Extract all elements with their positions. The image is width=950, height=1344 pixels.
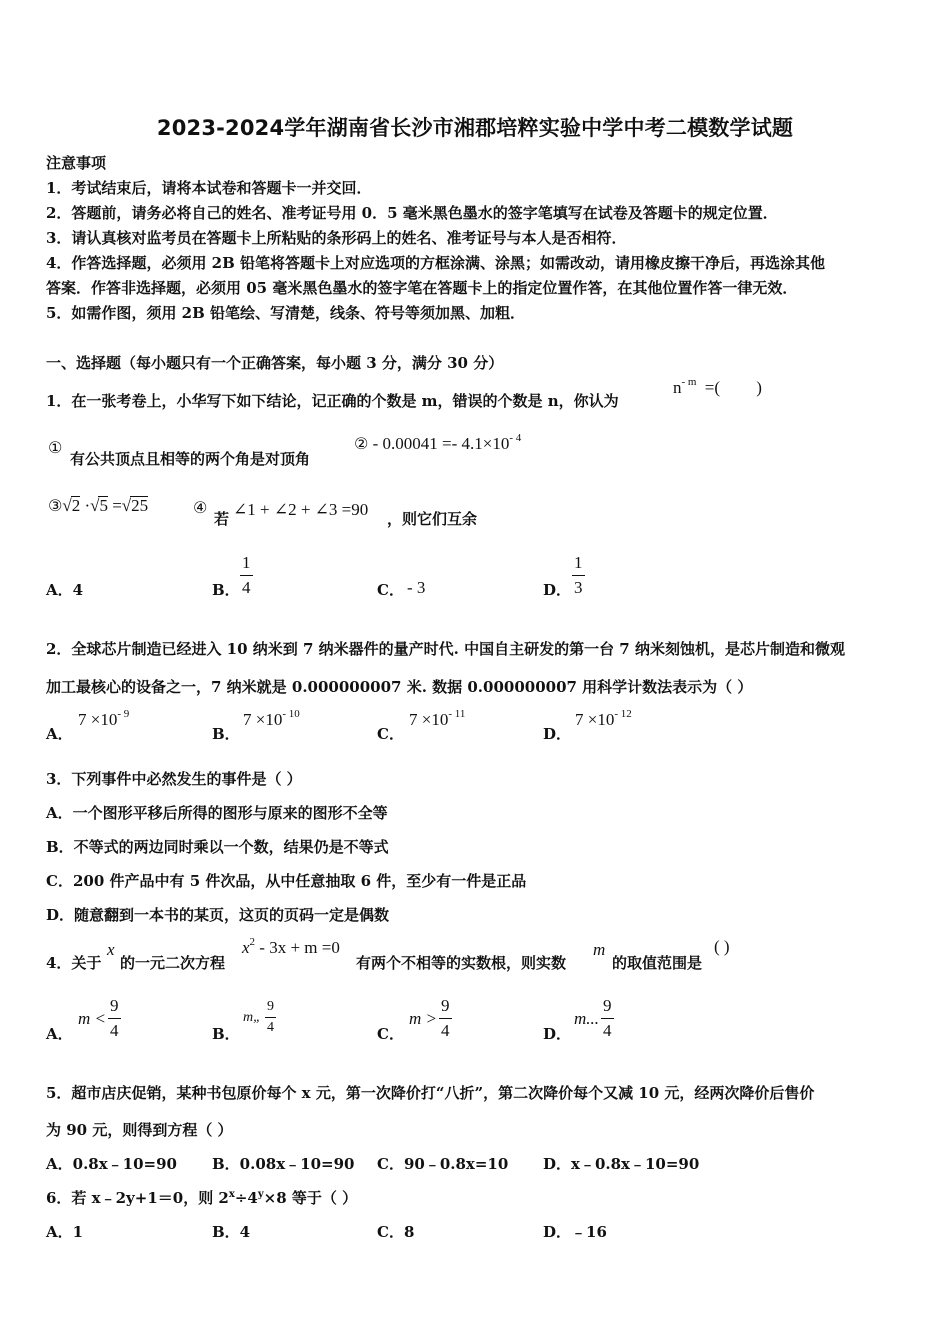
q1-statement-1: 有公共顶点且相等的两个角是对顶角 bbox=[70, 450, 311, 468]
q1-statement-1-mark: ① bbox=[48, 438, 63, 457]
q1-statement-4-post: ，则它们互余 bbox=[387, 510, 478, 528]
q1-expr-close: ) bbox=[756, 378, 762, 397]
q1-s3-radicand-3: 25 bbox=[131, 496, 149, 515]
q2-a-value bbox=[78, 710, 129, 730]
q4-b-pre bbox=[243, 1010, 261, 1026]
q1-stem: 1．在一张考卷上，小华写下如下结论，记正确的个数是 m，错误的个数是 n，你认为 bbox=[46, 392, 619, 410]
q3-option-a: A．一个图形平移后所得的图形与原来的图形不全等 bbox=[46, 804, 388, 822]
q1-b-label: B． bbox=[212, 581, 240, 599]
q1-statement-4-mark: ④ bbox=[193, 498, 208, 517]
q3-option-d: D．随意翻到一本书的某页，这页的页码一定是偶数 bbox=[46, 906, 390, 924]
q1-expr-exp: - m bbox=[681, 376, 697, 388]
q1-s3-radicand-1: 2 bbox=[71, 496, 81, 515]
q6-exp-x: x bbox=[228, 1189, 235, 1200]
q6-option-d: D．﹣16 bbox=[543, 1223, 607, 1241]
q2-d-exp: - 12 bbox=[614, 708, 632, 720]
q4-d-denominator: 4 bbox=[603, 1021, 612, 1040]
q4-b-fraction bbox=[265, 999, 276, 1036]
q4-mid: 的一元二次方程 bbox=[120, 954, 226, 972]
q4-pre: 4．关于 bbox=[46, 954, 102, 972]
q2-b-value bbox=[243, 710, 300, 730]
q2-d-base: 7 ×10 bbox=[575, 710, 615, 729]
q2-a-exp: - 9 bbox=[117, 708, 130, 720]
sqrt-icon: √ bbox=[62, 496, 72, 515]
q6-post: ×8 等于（ ） bbox=[263, 1189, 358, 1207]
q2-d-value bbox=[575, 710, 632, 730]
fraction-bar bbox=[439, 1018, 452, 1019]
exam-title: 2023-2024学年湖南省长沙市湘郡培粹实验中学中考二模数学试题 bbox=[156, 116, 794, 140]
q4-d-pre bbox=[574, 1009, 599, 1029]
q2-b-exp: - 10 bbox=[282, 708, 300, 720]
q1-d-label: D． bbox=[543, 581, 572, 599]
q1-c-value: - 3 bbox=[407, 578, 426, 597]
q4-b-label: B． bbox=[212, 1025, 240, 1043]
fraction-bar bbox=[265, 1017, 276, 1018]
q2-a-label: A． bbox=[46, 725, 73, 743]
q2-d-label: D． bbox=[543, 725, 572, 743]
q1-d-numerator: 1 bbox=[574, 553, 583, 572]
notice-item-4-cont: 答案．作答非选择题，必须用 05 毫米黑色墨水的签字笔在答题卡上的指定位置作答，在其他位置作答一律无效． bbox=[46, 279, 798, 297]
q5-option-b: B．0.08x﹣10=90 bbox=[212, 1155, 355, 1173]
q2-a-base: 7 ×10 bbox=[78, 710, 118, 729]
sqrt-icon: √ bbox=[121, 496, 132, 515]
q1-statement-3-mark: ③ bbox=[48, 496, 63, 515]
q6-option-c: C．8 bbox=[377, 1223, 415, 1241]
q4-d-fraction bbox=[601, 996, 614, 1041]
q1-statement-4-pre: 若 bbox=[214, 510, 230, 528]
q5-option-c: C．90﹣0.8x=10 bbox=[377, 1155, 509, 1173]
q4-d-label: D． bbox=[543, 1025, 572, 1043]
q1-a-value: 4 bbox=[72, 581, 84, 599]
q6-pre: 6．若 x﹣2y+1＝0，则 2 bbox=[46, 1189, 229, 1207]
q4-mid-2: 有两个不相等的实数根，则实数 bbox=[356, 954, 567, 972]
q4-d-pre-text: m... bbox=[574, 1009, 600, 1028]
q6-stem bbox=[46, 1187, 357, 1208]
fraction-bar bbox=[572, 575, 585, 576]
q4-a-pre bbox=[78, 1009, 106, 1029]
q4-answer-paren: ( ) bbox=[714, 937, 730, 956]
q1-b-denominator: 4 bbox=[242, 578, 251, 597]
q6-option-b: B．4 bbox=[212, 1223, 251, 1241]
q1-c-label: C． bbox=[377, 581, 404, 599]
q1-option-a bbox=[46, 579, 83, 600]
q5-option-d: D．x﹣0.8x﹣10=90 bbox=[543, 1155, 700, 1173]
q1-statement-2-exp: - 4 bbox=[509, 432, 522, 444]
q4-b-denominator: 4 bbox=[267, 1020, 274, 1035]
q4-eq-b: - 3x + m =0 bbox=[259, 938, 340, 957]
q5-line-1: 5．超市店庆促销，某种书包原价每个 x 元，第一次降价打“八折”，第二次降价每个又减 10 元，经两次降价后售价 bbox=[46, 1084, 815, 1102]
q4-c-pre bbox=[409, 1009, 437, 1029]
notice-heading: 注意事项 bbox=[46, 154, 107, 172]
q2-c-label: C． bbox=[377, 725, 404, 743]
q4-var-x bbox=[107, 940, 115, 960]
notice-item-5: 5．如需作图，须用 2B 铅笔绘、写清楚，线条、符号等须加黑、加粗． bbox=[46, 304, 525, 322]
q6-option-a: A．1 bbox=[46, 1223, 84, 1241]
q6-exp-y: y bbox=[257, 1189, 264, 1200]
q5-line-2: 为 90 元，则得到方程（ ） bbox=[46, 1121, 233, 1139]
q4-c-fraction bbox=[439, 996, 452, 1041]
q1-d-denominator: 3 bbox=[574, 578, 583, 597]
q1-b-fraction bbox=[240, 553, 253, 598]
q4-var-m-text: m bbox=[593, 940, 606, 959]
q4-a-pre-text: m < bbox=[78, 1009, 106, 1028]
q1-statement-3 bbox=[48, 496, 148, 516]
q1-a-label: A． bbox=[46, 581, 73, 599]
q6-mid: ÷4 bbox=[234, 1189, 258, 1207]
q2-b-label: B． bbox=[212, 725, 240, 743]
notice-item-1: 1．考试结束后，请将本试卷和答题卡一并交回． bbox=[46, 179, 372, 197]
fraction-bar bbox=[601, 1018, 614, 1019]
q4-eq-exp: 2 bbox=[249, 936, 256, 948]
q1-s3-radicand-2: 5 bbox=[99, 496, 108, 515]
q1-s3-dot: · bbox=[84, 496, 91, 515]
notice-item-3: 3．请认真核对监考员在答题卡上所粘贴的条形码上的姓名、准考证号与本人是否相符． bbox=[46, 229, 627, 247]
q1-statement-2 bbox=[354, 434, 521, 454]
q2-c-value bbox=[409, 710, 465, 730]
q2-b-base: 7 ×10 bbox=[243, 710, 283, 729]
section-heading: 一、选择题（每小题只有一个正确答案，每小题 3 分，满分 30 分） bbox=[46, 354, 504, 372]
q2-line-1: 2．全球芯片制造已经进入 10 纳米到 7 纳米器件的量产时代. 中国自主研发的第一台 7 纳米刻蚀机，是芯片制造和微观 bbox=[46, 640, 845, 658]
q4-a-fraction bbox=[108, 996, 121, 1041]
notice-item-4: 4．作答选择题，必须用 2B 铅笔将答题卡上对应选项的方框涂满、涂黑；如需改动，请用橡皮擦干净后，再选涂其他 bbox=[46, 254, 826, 272]
q1-expression bbox=[673, 378, 762, 398]
q3-stem: 3．下列事件中必然发生的事件是（ ） bbox=[46, 770, 302, 788]
q1-expr-tail: =( bbox=[704, 378, 720, 397]
q2-line-2: 加工最核心的设备之一，7 纳米就是 0.000000007 米. 数据 0.000000007 用科学计数法表示为（ ） bbox=[46, 678, 753, 696]
q4-c-denominator: 4 bbox=[441, 1021, 450, 1040]
q4-c-pre-text: m > bbox=[409, 1009, 437, 1028]
q4-eq-a: x bbox=[242, 938, 250, 957]
q1-statement-4-expr: ∠1 + ∠2 + ∠3 =90 bbox=[233, 500, 369, 519]
q1-b-numerator: 1 bbox=[242, 553, 251, 572]
q1-statement-2-expr: - 0.00041 =- 4.1×10 bbox=[372, 434, 510, 453]
sqrt-icon: √ bbox=[90, 496, 100, 515]
q4-d-numerator: 9 bbox=[603, 996, 612, 1015]
q5-option-a: A．0.8x﹣10=90 bbox=[46, 1155, 177, 1173]
q4-a-denominator: 4 bbox=[110, 1021, 119, 1040]
q1-statement-2-mark: ② bbox=[354, 434, 369, 453]
fraction-bar bbox=[108, 1018, 121, 1019]
q1-s3-equals: = bbox=[112, 496, 122, 515]
q4-equation bbox=[242, 938, 340, 958]
fraction-bar bbox=[240, 575, 253, 576]
q2-c-base: 7 ×10 bbox=[409, 710, 449, 729]
q3-option-c: C．200 件产品中有 5 件次品，从中任意抽取 6 件，至少有一件是正品 bbox=[46, 872, 527, 890]
q2-c-exp: - 11 bbox=[448, 708, 466, 720]
q4-var-x-text: x bbox=[107, 940, 115, 959]
q4-var-m bbox=[593, 940, 605, 960]
notice-item-2: 2．答题前，请务必将自己的姓名、准考证号用 0．5 毫米黑色墨水的签字笔填写在试卷及答题卡的规定位置． bbox=[46, 204, 778, 222]
q4-c-label: C． bbox=[377, 1025, 404, 1043]
q4-post: 的取值范围是 bbox=[612, 954, 703, 972]
q4-a-label: A． bbox=[46, 1025, 73, 1043]
q4-b-pre-text: m„ bbox=[243, 1010, 261, 1025]
q4-b-numerator: 9 bbox=[267, 999, 274, 1014]
q4-c-numerator: 9 bbox=[441, 996, 450, 1015]
q1-d-fraction bbox=[572, 553, 585, 598]
q3-option-b: B．不等式的两边同时乘以一个数，结果仍是不等式 bbox=[46, 838, 389, 856]
q1-expr-base: n bbox=[673, 378, 682, 397]
q4-a-numerator: 9 bbox=[110, 996, 119, 1015]
